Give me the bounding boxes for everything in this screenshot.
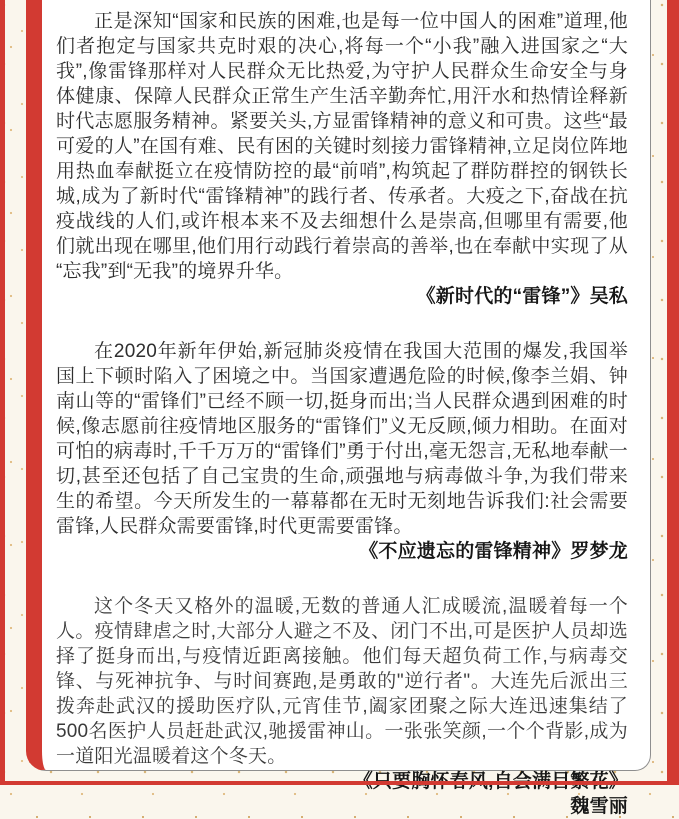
- article-body: 正是深知“国家和民族的困难,也是每一位中国人的困难”道理,他们者抱定与国家共克时艰的决心,将每一个“小我”融入进国家之“大我”,像雷锋那样对人民群众无比热爱,为守护人民群众生命安全与身体健康、保障人民群众正常生产生活辛勤奔忙,用汗水和热情诠释新时代志愿服务精神。紧要关头,方显雷锋精神的意义和可贵。这些“最可爱的人”在国有难、民有困的关键时刻接力雷锋精神,立足岗位阵地用热血奉献挺立在疫情防控的最“前哨”,构筑起了群防群控的钢铁长城,成为了新时代“雷锋精神”的践行者、传承者。大疫之下,奋战在抗疫战线的人们,或许根本来不及去细想什么是崇高,但哪里有需要,他们就出现在哪里,他们用行动践行着崇高的善举,也在奉献中实现了从“忘我”到“无我”的境界升华。: [56, 11, 628, 282]
- document-page: [26, 0, 651, 817]
- right-red-strip: [667, 0, 679, 785]
- bottom-red-line: [0, 781, 679, 785]
- article-body: 这个冬天又格外的温暖,无数的普通人汇成暖流,温暖着每一个人。疫情肆虐之时,大部分人避之不及、闭门不出,可是医护人员却选择了挺身而出,与疫情近距离接触。他们每天超负荷工作,与病毒交锋、与死神抗争、与时间赛跑,是勇敢的"逆行者"。大连先后派出三拨奔赴武汉的援助医疗队,元宵佳节,阖家团聚之际大连迅速集结了500名医护人员赶赴武汉,驰援雷神山。一张张笑颜,一个个背影,成为一道阳光温暖着这个冬天。: [56, 596, 628, 767]
- article-attribution: 《不应遗忘的雷锋精神》罗梦龙: [359, 541, 628, 562]
- article: [56, 9, 628, 309]
- article-body: 在2020年新年伊始,新冠肺炎疫情在我国大范围的爆发,我国举国上下顿时陷入了困境之中。当国家遭遇危险的时候,像李兰娟、钟南山等的“雷锋们”已经不顾一切,挺身而出;当人民群众遇到困难的时候,像志愿前往疫情地区服务的“雷锋们”义无反顾,倾力相助。在面对可怕的病毒时,千千万万的“雷锋们”勇于付出,毫无怨言,无私地奉献一切,甚至还包括了自己宝贵的生命,顽强地与病毒做斗争,为我们带来生的希望。今天所发生的一幕幕都在无时无刻地告诉我们:社会需要雷锋,人民群众需要雷锋,时代更需要雷锋。: [56, 341, 628, 537]
- article: [56, 594, 628, 819]
- article: [56, 339, 628, 564]
- article-attribution: 《新时代的“雷锋”》吴私: [416, 286, 628, 307]
- article-author: 魏雪丽: [570, 796, 628, 817]
- left-red-strip: [0, 0, 5, 785]
